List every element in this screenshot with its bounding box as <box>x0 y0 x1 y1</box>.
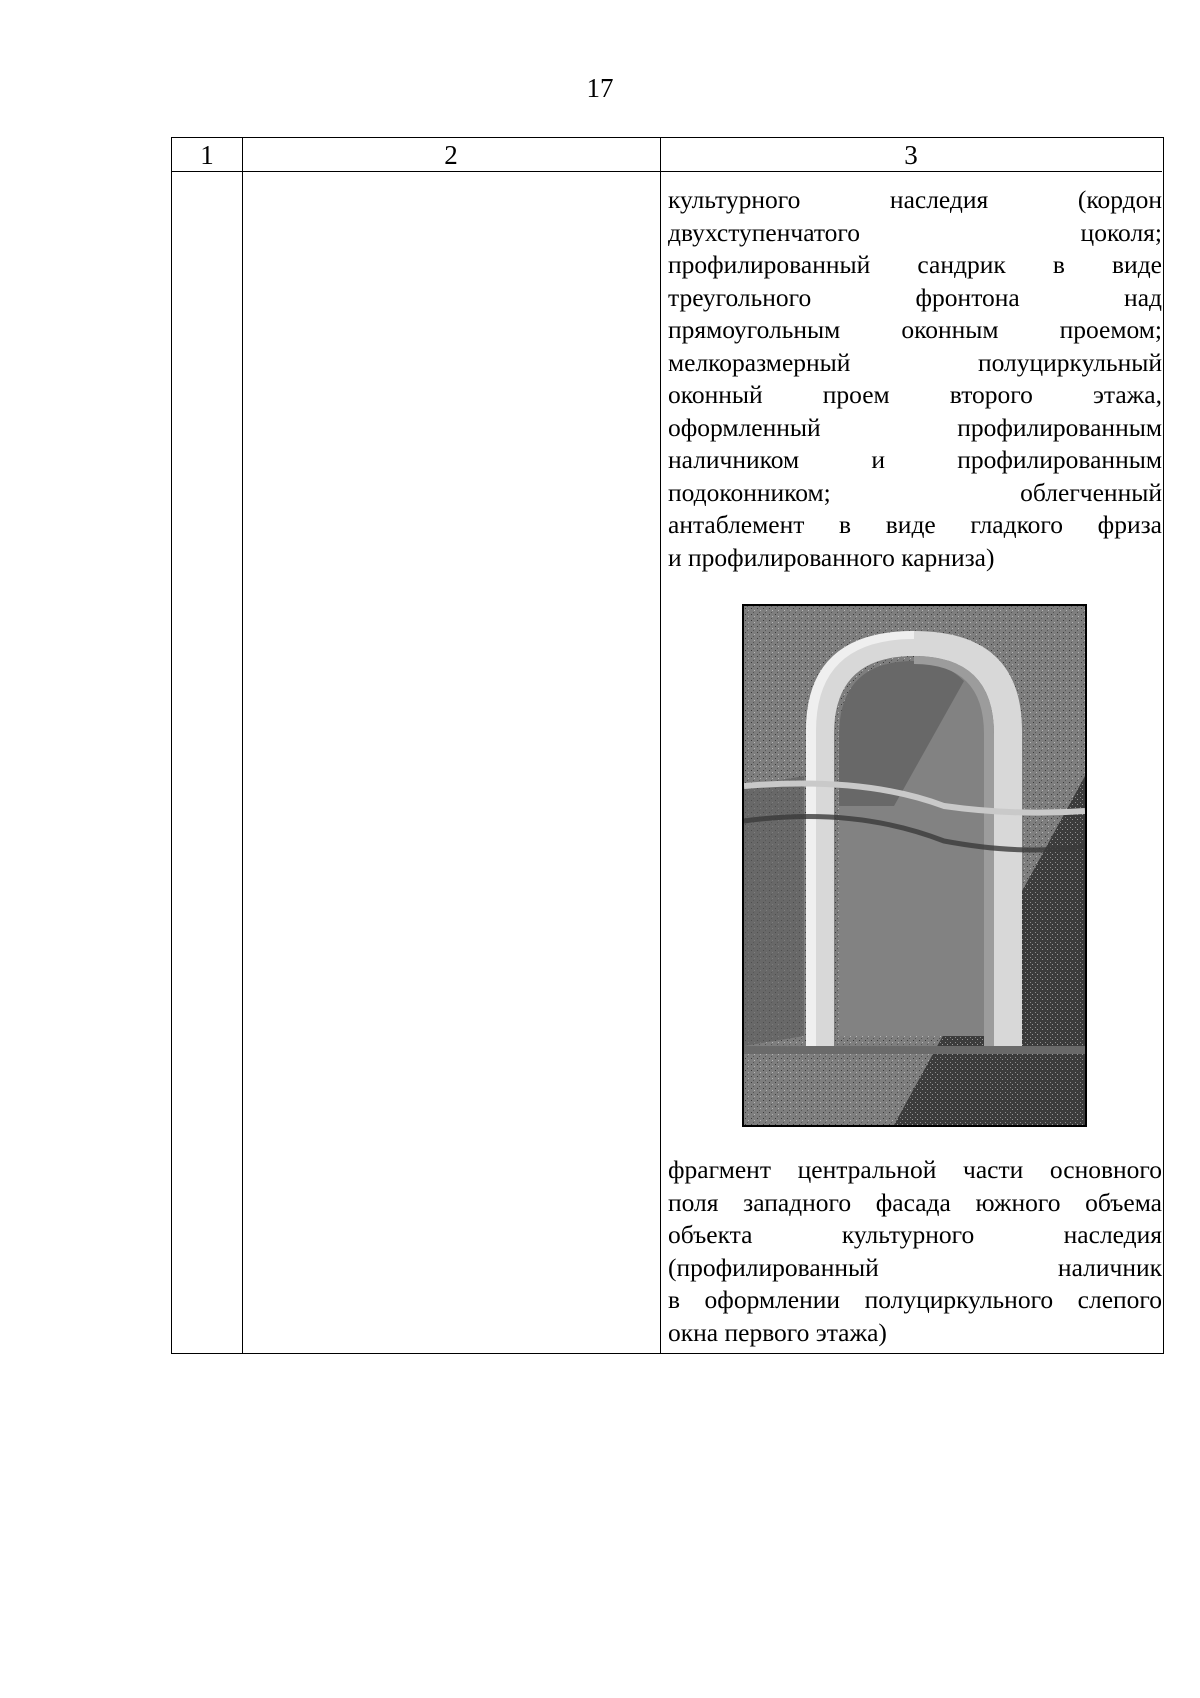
text-line: двухступенчатого цоколя; <box>668 217 1162 247</box>
text-line: и профилированного карниза) <box>668 542 995 572</box>
text-line: оконный проем второго этажа, <box>668 380 1162 409</box>
photo-arched-window <box>742 604 1087 1127</box>
col3-description-text <box>668 184 1162 574</box>
header-col-3: 3 <box>660 138 1162 172</box>
text-line: треугольного фронтона над <box>668 282 1162 312</box>
text-line: прямоугольным оконным проемом; <box>668 315 1162 344</box>
column-divider-2 <box>660 138 661 1353</box>
text-line: антаблемент в виде гладкого фриза <box>668 510 1162 539</box>
text-line: окна первого этажа) <box>668 1317 887 1347</box>
text-line: фрагмент центральной части основного <box>668 1155 1162 1184</box>
text-line: мелкоразмерный полуциркульный <box>668 347 1162 377</box>
header-col-1: 1 <box>172 138 242 172</box>
document-table <box>171 137 1164 1354</box>
header-col-2: 2 <box>242 138 660 172</box>
text-line: оформленный профилированным <box>668 412 1162 442</box>
text-line: объекта культурного наследия <box>668 1220 1162 1249</box>
page-number: 17 <box>586 73 614 103</box>
text-line: (профилированный наличник <box>668 1252 1162 1282</box>
text-line: профилированный сандрик в виде <box>668 250 1162 279</box>
header-rule <box>172 138 1162 172</box>
column-divider-1 <box>242 138 243 1353</box>
text-line: поля западного фасада южного объема <box>668 1187 1162 1217</box>
text-line: наличником и профилированным <box>668 445 1162 474</box>
text-line: культурного наследия (кордон <box>668 185 1162 214</box>
text-line: в оформлении полуциркульного слепого <box>668 1285 1162 1314</box>
col3-photo-caption <box>668 1154 1162 1349</box>
text-line: подоконником; облегченный <box>668 477 1162 507</box>
